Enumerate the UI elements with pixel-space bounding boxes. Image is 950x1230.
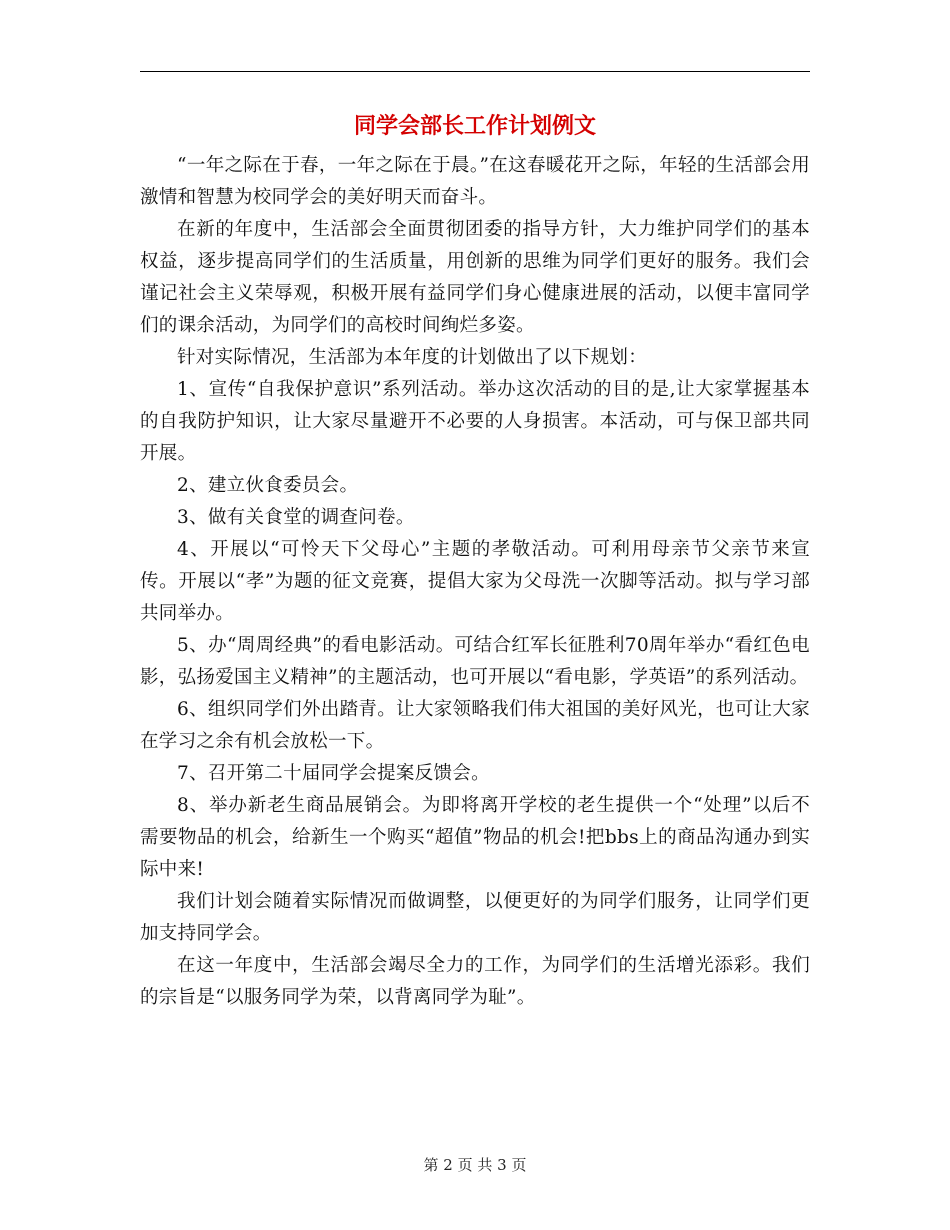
plan-item-1: 1、宣传“自我保护意识”系列活动。举办这次活动的目的是,让大家掌握基本的自我防护知识，让大家尽量避开不必要的人身损害。本活动，可与保卫部共同开展。 — [140, 379, 810, 464]
paragraph-intro: “一年之际在于春，一年之际在于晨。”在这春暖花开之际，年轻的生活部会用激情和智慧为校同学会的美好明天而奋斗。 — [140, 155, 810, 208]
paragraph-plan-lead: 针对实际情况，生活部为本年度的计划做出了以下规划： — [177, 347, 648, 368]
page-number-footer: 第 2 页 共 3 页 — [423, 1156, 527, 1174]
plan-item-7: 7、召开第二十届同学会提案反馈会。 — [177, 763, 490, 784]
paragraph-adjustment: 我们计划会随着实际情况而做调整，以便更好的为同学们服务，让同学们更加支持同学会。 — [140, 891, 810, 944]
document-title: 同学会部长工作计划例文 — [353, 113, 596, 139]
document-body — [140, 150, 810, 1014]
plan-item-2: 2、建立伙食委员会。 — [177, 475, 359, 496]
plan-item-6: 6、组织同学们外出踏青。让大家领略我们伟大祖国的美好风光，也可让大家在学习之余有机会放松一下。 — [140, 699, 810, 752]
plan-item-3: 3、做有关食堂的调查问卷。 — [177, 507, 415, 528]
plan-item-8: 8、举办新老生商品展销会。为即将离开学校的老生提供一个“处理”以后不需要物品的机会，给新生一个购买“超值”物品的机会!把bbs上的商品沟通办到实际中来! — [140, 795, 810, 880]
header-rule — [140, 71, 810, 72]
plan-item-4: 4、开展以“可怜天下父母心”主题的孝敬活动。可利用母亲节父亲节来宣传。开展以“孝”为题的征文竞赛，提倡大家为父母洗一次脚等活动。拟与学习部共同举办。 — [140, 539, 810, 624]
paragraph-guideline: 在新的年度中，生活部会全面贯彻团委的指导方针，大力维护同学们的基本权益，逐步提高同学们的生活质量，用创新的思维为同学们更好的服务。我们会谨记社会主义荣辱观，积极开展有益同学们身心健康进展的活动，以便丰富同学们的课余活动，为同学们的高校时间绚烂多姿。 — [140, 219, 810, 336]
paragraph-closing: 在这一年度中，生活部会竭尽全力的工作，为同学们的生活增光添彩。我们的宗旨是“以服务同学为荣，以背离同学为耻”。 — [140, 955, 810, 1008]
plan-item-5: 5、办“周周经典”的看电影活动。可结合红军长征胜利70周年举办“看红色电影，弘扬爱国主义精神”的主题活动，也可开展以“看电影，学英语”的系列活动。 — [140, 635, 810, 688]
